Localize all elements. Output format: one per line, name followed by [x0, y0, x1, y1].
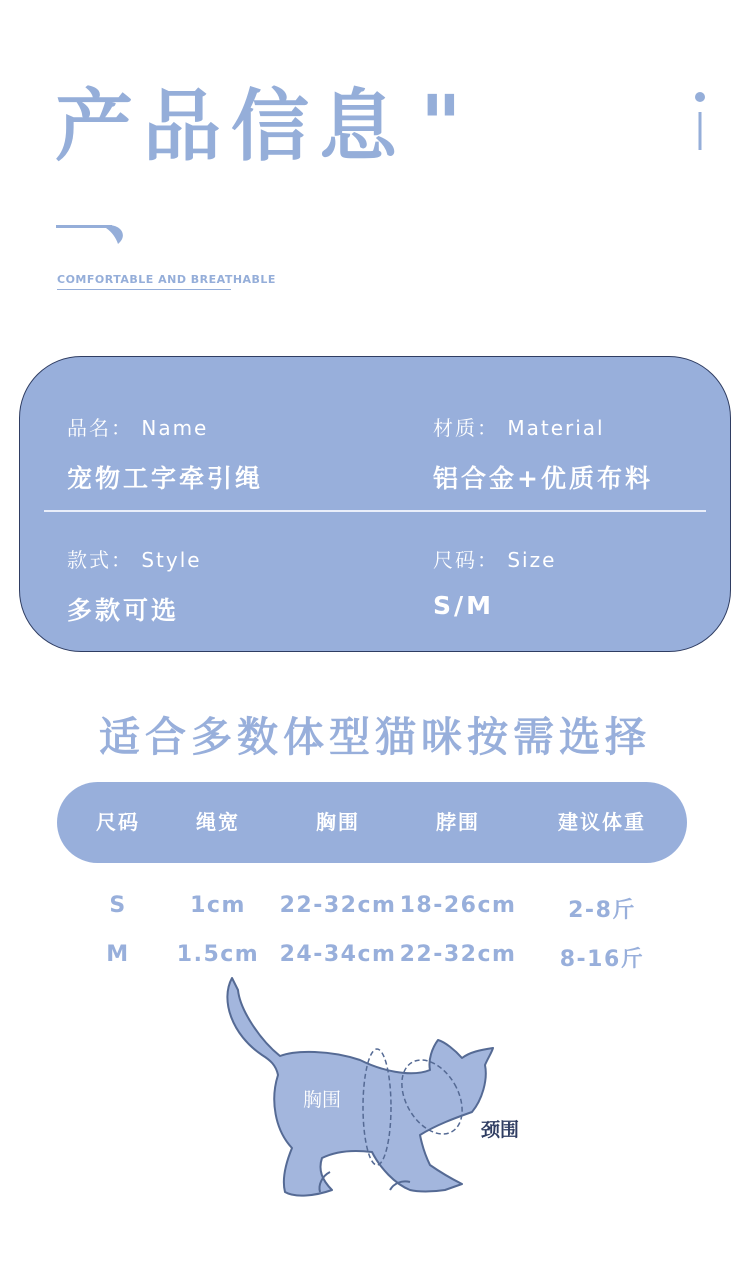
cell-rope-width: 1.5cm	[176, 942, 260, 967]
header-weight: 建议体重	[558, 810, 646, 834]
cell-rope-width: 1cm	[190, 893, 246, 918]
material-value: 铝合金+优质布料	[433, 464, 653, 493]
size-label: 尺码： Size	[433, 548, 557, 572]
header-size: 尺码	[96, 810, 140, 834]
subtitle-underline	[57, 289, 231, 290]
cell-neck: 18-26cm	[399, 893, 517, 918]
cell-chest: 22-32cm	[279, 893, 397, 918]
cell-neck: 22-32cm	[399, 942, 517, 967]
header-neck: 脖围	[436, 810, 480, 834]
page-title: 产品信息	[55, 82, 408, 172]
cell-weight: 2-8斤	[568, 898, 636, 923]
cell-size: S	[109, 893, 127, 918]
header-rope-width: 绳宽	[196, 810, 240, 834]
name-label: 品名： Name	[67, 416, 209, 440]
product-info-card	[19, 356, 731, 652]
name-cell	[67, 412, 263, 495]
cell-size: M	[106, 942, 130, 967]
style-label: 款式： Style	[67, 548, 202, 572]
dash-decoration-icon	[56, 222, 126, 248]
header-chest: 胸围	[316, 810, 360, 834]
info-divider	[44, 510, 706, 512]
size-value: S/M	[433, 591, 495, 620]
quote-mark: "	[420, 77, 462, 171]
cat-silhouette-icon	[215, 970, 535, 1210]
material-cell	[433, 412, 653, 495]
info-i-icon	[690, 88, 710, 158]
style-cell	[67, 544, 202, 627]
size-table-header	[57, 782, 687, 863]
page-subtitle: COMFORTABLE AND BREATHABLE	[57, 273, 276, 286]
cell-weight: 8-16斤	[559, 947, 645, 972]
style-value: 多款可选	[67, 596, 180, 625]
name-value: 宠物工字牵引绳	[67, 464, 264, 493]
cell-chest: 24-34cm	[279, 942, 397, 967]
size-cell	[433, 544, 556, 620]
neck-label: 颈围	[481, 1119, 520, 1141]
fit-heading: 适合多数体型猫咪按需选择	[99, 713, 651, 761]
material-label: 材质： Material	[433, 416, 605, 440]
chest-label: 胸围	[303, 1089, 342, 1111]
